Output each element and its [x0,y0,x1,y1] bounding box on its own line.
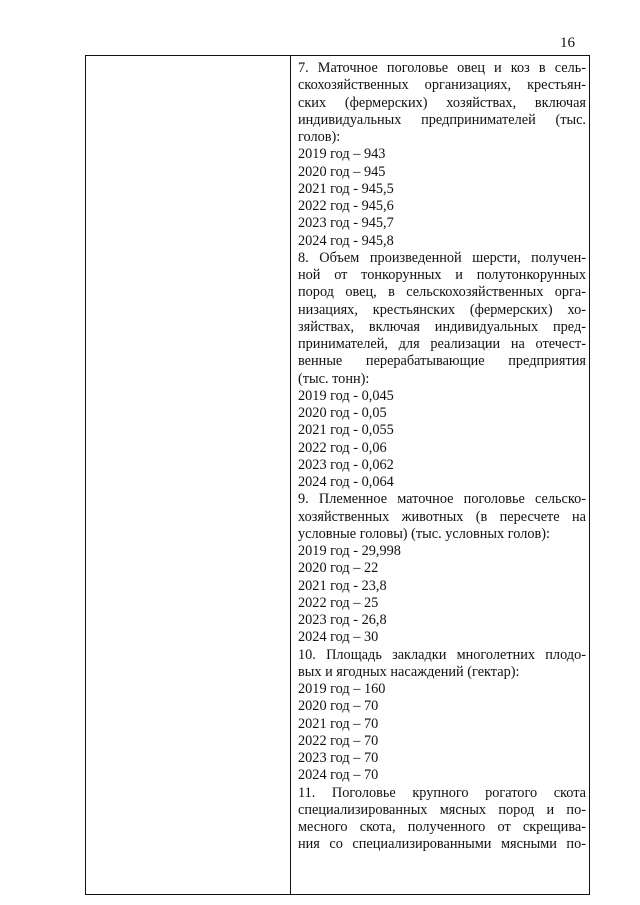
text-line: низациях, крестьянских (фермерских) хо- [298,301,586,318]
text-line: 2020 год – 70 [298,698,379,715]
text-line: специализированных мясных пород и по- [298,801,586,818]
text-line: 8. Объем произведенной шерсти, получен- [298,249,586,266]
text-line: ских (фермерских) хозяйствах, включая [298,94,586,111]
text-line: зяйствах, включая индивидуальных пред- [298,318,586,335]
text-line: 2023 год - 0,062 [298,456,394,473]
content-table [85,55,590,895]
text-line: венные перерабатывающие предприятия [298,353,586,370]
text-line: 7. Маточное поголовье овец и коз в сель- [298,60,586,76]
text-line: индивидуальных предпринимателей (тыс. [298,111,586,128]
text-line: 2023 год – 70 [298,750,379,766]
text-line: ной от тонкорунных и полутонкорунных [298,267,586,283]
text-line: 2022 год - 945,6 [298,198,394,214]
text-line: голов): [298,129,341,145]
text-line: 2020 год - 0,05 [298,405,387,421]
text-line: скохозяйственных организациях, крестьян- [298,77,586,94]
text-line: 2019 год - 0,045 [298,387,394,404]
text-line: (тыс. тонн): [298,370,370,387]
text-line: ния со специализированными мясными по- [298,836,586,853]
text-line: 2024 год - 945,8 [298,232,394,249]
text-line: 2024 год – 30 [298,629,379,646]
text-line: 2021 год - 0,055 [298,422,394,439]
text-line: 2022 год – 70 [298,732,379,749]
text-line: 2021 год - 945,5 [298,180,394,197]
text-line: месного скота, полученного от скрещива- [298,819,586,835]
table-left-cell [86,56,291,894]
text-line: 10. Площадь закладки многолетних плодо- [298,646,586,663]
table-right-cell [298,60,586,854]
text-line: 2019 год - 29,998 [298,543,401,559]
text-line: 2022 год – 25 [298,594,379,611]
text-line: 2023 год - 26,8 [298,612,387,628]
text-line: 9. Племенное маточное поголовье сельско- [298,491,586,508]
text-line: 2021 год – 70 [298,715,379,732]
text-line: 2024 год – 70 [298,767,379,784]
page-number: 16 [560,35,575,51]
text-line: 2020 год – 945 [298,163,386,180]
text-line: 11. Поголовье крупного рогатого скота [298,784,586,801]
text-line: хозяйственных животных (в пересчете на [298,508,586,525]
text-line: 2021 год - 23,8 [298,577,387,594]
text-line: 2023 год - 945,7 [298,215,394,232]
text-line: 2020 год – 22 [298,560,379,577]
text-line: 2019 год – 160 [298,681,386,697]
text-line: условные головы) (тыс. условных голов): [298,525,550,542]
text-line: 2019 год – 943 [298,146,386,163]
text-line: принимателей, для реализации на отечест- [298,336,586,352]
text-line: 2024 год - 0,064 [298,474,394,490]
text-line: 2022 год - 0,06 [298,439,387,456]
text-line: вых и ягодных насаждений (гектар): [298,663,520,680]
text-line: пород овец, в сельскохозяйственных орга- [298,284,586,301]
